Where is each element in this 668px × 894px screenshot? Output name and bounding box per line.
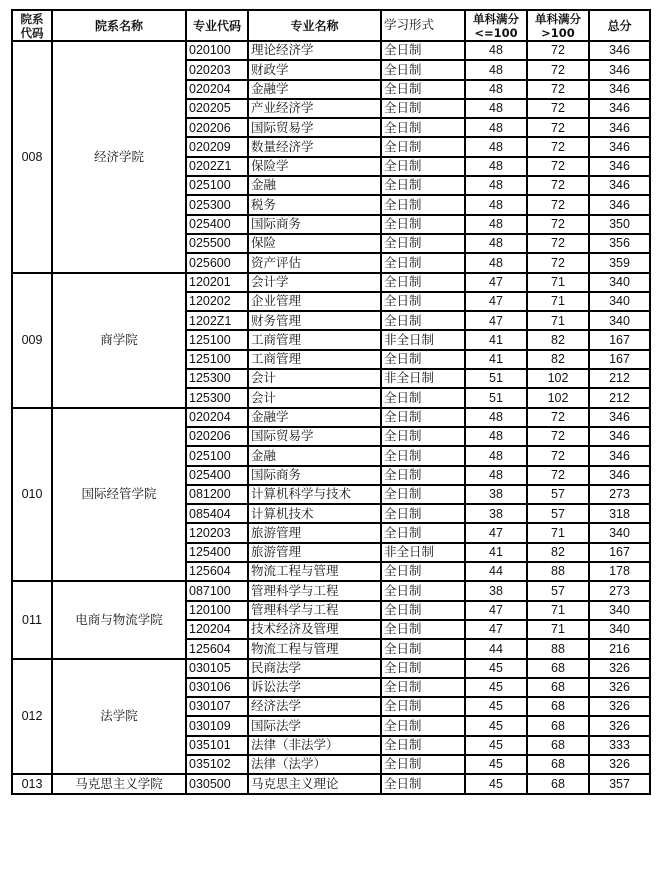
table-row — [12, 581, 650, 600]
dept-code-cell: 009 — [12, 273, 52, 408]
major-code-cell: 0202Z1 — [186, 157, 248, 176]
major-code-cell: 025300 — [186, 195, 248, 214]
dept-name-cell: 马克思主义学院 — [52, 774, 186, 793]
major-code-cell: 030109 — [186, 716, 248, 735]
major-code-cell: 030106 — [186, 678, 248, 697]
single-le100-cell: 44 — [465, 639, 527, 658]
major-code-cell: 020203 — [186, 60, 248, 79]
single-le100-cell: 45 — [465, 716, 527, 735]
total-score-cell: 340 — [589, 273, 650, 292]
major-code-cell: 020204 — [186, 80, 248, 99]
total-score-cell: 273 — [589, 581, 650, 600]
single-le100-cell: 41 — [465, 350, 527, 369]
major-name-cell: 旅游管理 — [248, 543, 381, 562]
table-row — [12, 408, 650, 427]
study-mode-cell: 全日制 — [381, 736, 465, 755]
major-code-cell: 120201 — [186, 273, 248, 292]
major-code-cell: 020209 — [186, 137, 248, 156]
major-code-cell: 025400 — [186, 215, 248, 234]
single-gt100-cell: 72 — [527, 466, 589, 485]
major-code-cell: 120203 — [186, 523, 248, 542]
major-code-cell: 125300 — [186, 388, 248, 407]
single-le100-cell: 48 — [465, 118, 527, 137]
major-code-cell: 030105 — [186, 659, 248, 678]
single-le100-cell: 51 — [465, 369, 527, 388]
major-name-cell: 国际贸易学 — [248, 427, 381, 446]
total-score-cell: 346 — [589, 427, 650, 446]
total-score-cell: 340 — [589, 292, 650, 311]
major-name-cell: 会计 — [248, 388, 381, 407]
major-code-cell: 125604 — [186, 639, 248, 658]
major-name-cell: 保险学 — [248, 157, 381, 176]
total-score-cell: 346 — [589, 157, 650, 176]
study-mode-cell: 全日制 — [381, 253, 465, 272]
single-gt100-cell: 72 — [527, 157, 589, 176]
dept-name-cell: 商学院 — [52, 273, 186, 408]
table-row — [12, 659, 650, 678]
single-gt100-cell: 72 — [527, 234, 589, 253]
dept-name-cell: 经济学院 — [52, 41, 186, 273]
single-gt100-cell: 82 — [527, 330, 589, 349]
total-score-cell: 273 — [589, 485, 650, 504]
single-le100-cell: 48 — [465, 157, 527, 176]
single-gt100-cell: 71 — [527, 523, 589, 542]
single-gt100-cell: 88 — [527, 639, 589, 658]
table-row — [12, 774, 650, 793]
single-le100-cell: 47 — [465, 601, 527, 620]
single-gt100-cell: 71 — [527, 273, 589, 292]
major-name-cell: 国际法学 — [248, 716, 381, 735]
header-dept-name: 院系名称 — [52, 10, 186, 41]
total-score-cell: 346 — [589, 176, 650, 195]
score-table — [11, 9, 651, 795]
single-le100-cell: 45 — [465, 774, 527, 793]
total-score-cell: 359 — [589, 253, 650, 272]
study-mode-cell: 全日制 — [381, 774, 465, 793]
study-mode-cell: 全日制 — [381, 678, 465, 697]
single-gt100-cell: 57 — [527, 504, 589, 523]
single-le100-cell: 48 — [465, 427, 527, 446]
table-row — [12, 41, 650, 60]
single-gt100-cell: 72 — [527, 41, 589, 60]
study-mode-cell: 全日制 — [381, 523, 465, 542]
single-le100-cell: 48 — [465, 60, 527, 79]
single-le100-cell: 47 — [465, 311, 527, 330]
total-score-cell: 340 — [589, 620, 650, 639]
major-name-cell: 计算机科学与技术 — [248, 485, 381, 504]
single-le100-cell: 38 — [465, 485, 527, 504]
study-mode-cell: 全日制 — [381, 697, 465, 716]
single-gt100-cell: 71 — [527, 620, 589, 639]
major-name-cell: 马克思主义理论 — [248, 774, 381, 793]
study-mode-cell: 全日制 — [381, 80, 465, 99]
single-le100-cell: 45 — [465, 697, 527, 716]
single-le100-cell: 41 — [465, 330, 527, 349]
single-gt100-cell: 72 — [527, 137, 589, 156]
total-score-cell: 346 — [589, 195, 650, 214]
major-name-cell: 计算机技术 — [248, 504, 381, 523]
total-score-cell: 318 — [589, 504, 650, 523]
major-code-cell: 020204 — [186, 408, 248, 427]
major-code-cell: 025400 — [186, 466, 248, 485]
total-score-cell: 326 — [589, 755, 650, 774]
total-score-cell: 346 — [589, 466, 650, 485]
single-le100-cell: 38 — [465, 581, 527, 600]
table-body — [12, 41, 650, 794]
single-le100-cell: 48 — [465, 234, 527, 253]
major-name-cell: 财政学 — [248, 60, 381, 79]
dept-code-cell: 013 — [12, 774, 52, 793]
single-gt100-cell: 68 — [527, 755, 589, 774]
study-mode-cell: 全日制 — [381, 601, 465, 620]
study-mode-cell: 全日制 — [381, 755, 465, 774]
major-code-cell: 025600 — [186, 253, 248, 272]
single-gt100-cell: 68 — [527, 736, 589, 755]
single-le100-cell: 48 — [465, 446, 527, 465]
major-name-cell: 理论经济学 — [248, 41, 381, 60]
major-name-cell: 金融 — [248, 446, 381, 465]
single-le100-cell: 45 — [465, 659, 527, 678]
total-score-cell: 326 — [589, 716, 650, 735]
single-gt100-cell: 72 — [527, 60, 589, 79]
study-mode-cell: 全日制 — [381, 215, 465, 234]
major-code-cell: 030107 — [186, 697, 248, 716]
study-mode-cell: 全日制 — [381, 176, 465, 195]
major-name-cell: 会计 — [248, 369, 381, 388]
major-code-cell: 035102 — [186, 755, 248, 774]
major-name-cell: 金融学 — [248, 408, 381, 427]
single-gt100-cell: 88 — [527, 562, 589, 581]
header-major-name: 专业名称 — [248, 10, 381, 41]
single-le100-cell: 47 — [465, 620, 527, 639]
single-le100-cell: 48 — [465, 253, 527, 272]
major-name-cell: 金融学 — [248, 80, 381, 99]
study-mode-cell: 全日制 — [381, 41, 465, 60]
dept-code-cell: 008 — [12, 41, 52, 273]
single-gt100-cell: 72 — [527, 195, 589, 214]
single-gt100-cell: 72 — [527, 253, 589, 272]
total-score-cell: 346 — [589, 446, 650, 465]
major-code-cell: 125100 — [186, 330, 248, 349]
study-mode-cell: 全日制 — [381, 504, 465, 523]
study-mode-cell: 全日制 — [381, 408, 465, 427]
major-code-cell: 1202Z1 — [186, 311, 248, 330]
major-name-cell: 管理科学与工程 — [248, 581, 381, 600]
single-gt100-cell: 82 — [527, 350, 589, 369]
major-code-cell: 085404 — [186, 504, 248, 523]
major-code-cell: 020206 — [186, 118, 248, 137]
total-score-cell: 350 — [589, 215, 650, 234]
major-code-cell: 125604 — [186, 562, 248, 581]
study-mode-cell: 全日制 — [381, 118, 465, 137]
study-mode-cell: 全日制 — [381, 485, 465, 504]
study-mode-cell: 全日制 — [381, 311, 465, 330]
major-name-cell: 物流工程与管理 — [248, 562, 381, 581]
study-mode-cell: 全日制 — [381, 234, 465, 253]
total-score-cell: 340 — [589, 601, 650, 620]
major-code-cell: 025100 — [186, 446, 248, 465]
header-total: 总分 — [589, 10, 650, 41]
single-gt100-cell: 72 — [527, 408, 589, 427]
major-name-cell: 技术经济及管理 — [248, 620, 381, 639]
study-mode-cell: 全日制 — [381, 137, 465, 156]
single-le100-cell: 48 — [465, 99, 527, 118]
major-name-cell: 企业管理 — [248, 292, 381, 311]
single-gt100-cell: 68 — [527, 774, 589, 793]
dept-code-cell: 012 — [12, 659, 52, 775]
major-name-cell: 经济法学 — [248, 697, 381, 716]
single-gt100-cell: 68 — [527, 659, 589, 678]
single-le100-cell: 41 — [465, 543, 527, 562]
single-le100-cell: 45 — [465, 678, 527, 697]
major-name-cell: 金融 — [248, 176, 381, 195]
major-name-cell: 国际贸易学 — [248, 118, 381, 137]
major-code-cell: 120100 — [186, 601, 248, 620]
major-code-cell: 025500 — [186, 234, 248, 253]
single-gt100-cell: 68 — [527, 716, 589, 735]
single-le100-cell: 38 — [465, 504, 527, 523]
study-mode-cell: 全日制 — [381, 659, 465, 678]
major-code-cell: 120204 — [186, 620, 248, 639]
major-code-cell: 125400 — [186, 543, 248, 562]
single-gt100-cell: 72 — [527, 118, 589, 137]
single-le100-cell: 47 — [465, 523, 527, 542]
single-le100-cell: 48 — [465, 41, 527, 60]
single-gt100-cell: 71 — [527, 311, 589, 330]
study-mode-cell: 全日制 — [381, 581, 465, 600]
major-name-cell: 管理科学与工程 — [248, 601, 381, 620]
total-score-cell: 340 — [589, 311, 650, 330]
total-score-cell: 216 — [589, 639, 650, 658]
single-gt100-cell: 57 — [527, 485, 589, 504]
single-le100-cell: 48 — [465, 176, 527, 195]
major-name-cell: 税务 — [248, 195, 381, 214]
major-name-cell: 民商法学 — [248, 659, 381, 678]
total-score-cell: 167 — [589, 350, 650, 369]
dept-code-cell: 010 — [12, 408, 52, 582]
major-name-cell: 物流工程与管理 — [248, 639, 381, 658]
single-le100-cell: 44 — [465, 562, 527, 581]
total-score-cell: 357 — [589, 774, 650, 793]
study-mode-cell: 全日制 — [381, 273, 465, 292]
total-score-cell: 326 — [589, 678, 650, 697]
major-code-cell: 020206 — [186, 427, 248, 446]
header-major-code: 专业代码 — [186, 10, 248, 41]
study-mode-cell: 全日制 — [381, 466, 465, 485]
major-name-cell: 产业经济学 — [248, 99, 381, 118]
major-code-cell: 030500 — [186, 774, 248, 793]
total-score-cell: 346 — [589, 99, 650, 118]
total-score-cell: 167 — [589, 543, 650, 562]
single-le100-cell: 48 — [465, 466, 527, 485]
study-mode-cell: 全日制 — [381, 620, 465, 639]
dept-code-cell: 011 — [12, 581, 52, 658]
single-le100-cell: 48 — [465, 137, 527, 156]
single-gt100-cell: 102 — [527, 388, 589, 407]
single-le100-cell: 45 — [465, 755, 527, 774]
single-le100-cell: 45 — [465, 736, 527, 755]
header-dept-code: 院系 代码 — [12, 10, 52, 41]
major-code-cell: 125300 — [186, 369, 248, 388]
total-score-cell: 340 — [589, 523, 650, 542]
major-name-cell: 旅游管理 — [248, 523, 381, 542]
total-score-cell: 326 — [589, 697, 650, 716]
table-header — [12, 10, 650, 41]
study-mode-cell: 非全日制 — [381, 543, 465, 562]
total-score-cell: 346 — [589, 408, 650, 427]
study-mode-cell: 全日制 — [381, 99, 465, 118]
study-mode-cell: 全日制 — [381, 388, 465, 407]
study-mode-cell: 全日制 — [381, 716, 465, 735]
single-gt100-cell: 72 — [527, 446, 589, 465]
major-name-cell: 保险 — [248, 234, 381, 253]
single-gt100-cell: 71 — [527, 292, 589, 311]
total-score-cell: 212 — [589, 369, 650, 388]
study-mode-cell: 全日制 — [381, 60, 465, 79]
study-mode-cell: 全日制 — [381, 195, 465, 214]
single-gt100-cell: 72 — [527, 176, 589, 195]
dept-name-cell: 电商与物流学院 — [52, 581, 186, 658]
major-code-cell: 120202 — [186, 292, 248, 311]
header-single-le100: 单科满分 <=100 — [465, 10, 527, 41]
single-le100-cell: 48 — [465, 80, 527, 99]
total-score-cell: 212 — [589, 388, 650, 407]
single-gt100-cell: 72 — [527, 427, 589, 446]
total-score-cell: 346 — [589, 41, 650, 60]
total-score-cell: 346 — [589, 60, 650, 79]
total-score-cell: 356 — [589, 234, 650, 253]
major-code-cell: 020205 — [186, 99, 248, 118]
major-name-cell: 法律（法学） — [248, 755, 381, 774]
header-study-mode: 学习形式 — [381, 10, 465, 41]
single-gt100-cell: 57 — [527, 581, 589, 600]
major-name-cell: 诉讼法学 — [248, 678, 381, 697]
study-mode-cell: 非全日制 — [381, 330, 465, 349]
single-le100-cell: 47 — [465, 273, 527, 292]
total-score-cell: 326 — [589, 659, 650, 678]
major-code-cell: 081200 — [186, 485, 248, 504]
major-name-cell: 资产评估 — [248, 253, 381, 272]
single-le100-cell: 47 — [465, 292, 527, 311]
single-gt100-cell: 102 — [527, 369, 589, 388]
total-score-cell: 346 — [589, 137, 650, 156]
single-gt100-cell: 72 — [527, 99, 589, 118]
major-code-cell: 125100 — [186, 350, 248, 369]
single-le100-cell: 48 — [465, 408, 527, 427]
major-code-cell: 087100 — [186, 581, 248, 600]
single-le100-cell: 51 — [465, 388, 527, 407]
study-mode-cell: 全日制 — [381, 446, 465, 465]
major-name-cell: 工商管理 — [248, 350, 381, 369]
major-name-cell: 法律（非法学） — [248, 736, 381, 755]
major-name-cell: 会计学 — [248, 273, 381, 292]
single-gt100-cell: 72 — [527, 215, 589, 234]
major-name-cell: 工商管理 — [248, 330, 381, 349]
major-code-cell: 025100 — [186, 176, 248, 195]
study-mode-cell: 非全日制 — [381, 369, 465, 388]
single-le100-cell: 48 — [465, 195, 527, 214]
total-score-cell: 346 — [589, 80, 650, 99]
study-mode-cell: 全日制 — [381, 639, 465, 658]
header-single-gt100: 单科满分 >100 — [527, 10, 589, 41]
single-le100-cell: 48 — [465, 215, 527, 234]
single-gt100-cell: 82 — [527, 543, 589, 562]
major-name-cell: 国际商务 — [248, 215, 381, 234]
total-score-cell: 167 — [589, 330, 650, 349]
major-name-cell: 财务管理 — [248, 311, 381, 330]
table-row — [12, 273, 650, 292]
study-mode-cell: 全日制 — [381, 292, 465, 311]
major-code-cell: 035101 — [186, 736, 248, 755]
single-gt100-cell: 72 — [527, 80, 589, 99]
study-mode-cell: 全日制 — [381, 157, 465, 176]
single-gt100-cell: 68 — [527, 678, 589, 697]
study-mode-cell: 全日制 — [381, 562, 465, 581]
major-name-cell: 数量经济学 — [248, 137, 381, 156]
major-code-cell: 020100 — [186, 41, 248, 60]
major-name-cell: 国际商务 — [248, 466, 381, 485]
total-score-cell: 346 — [589, 118, 650, 137]
single-gt100-cell: 71 — [527, 601, 589, 620]
dept-name-cell: 国际经管学院 — [52, 408, 186, 582]
single-gt100-cell: 68 — [527, 697, 589, 716]
total-score-cell: 333 — [589, 736, 650, 755]
study-mode-cell: 全日制 — [381, 350, 465, 369]
study-mode-cell: 全日制 — [381, 427, 465, 446]
total-score-cell: 178 — [589, 562, 650, 581]
dept-name-cell: 法学院 — [52, 659, 186, 775]
